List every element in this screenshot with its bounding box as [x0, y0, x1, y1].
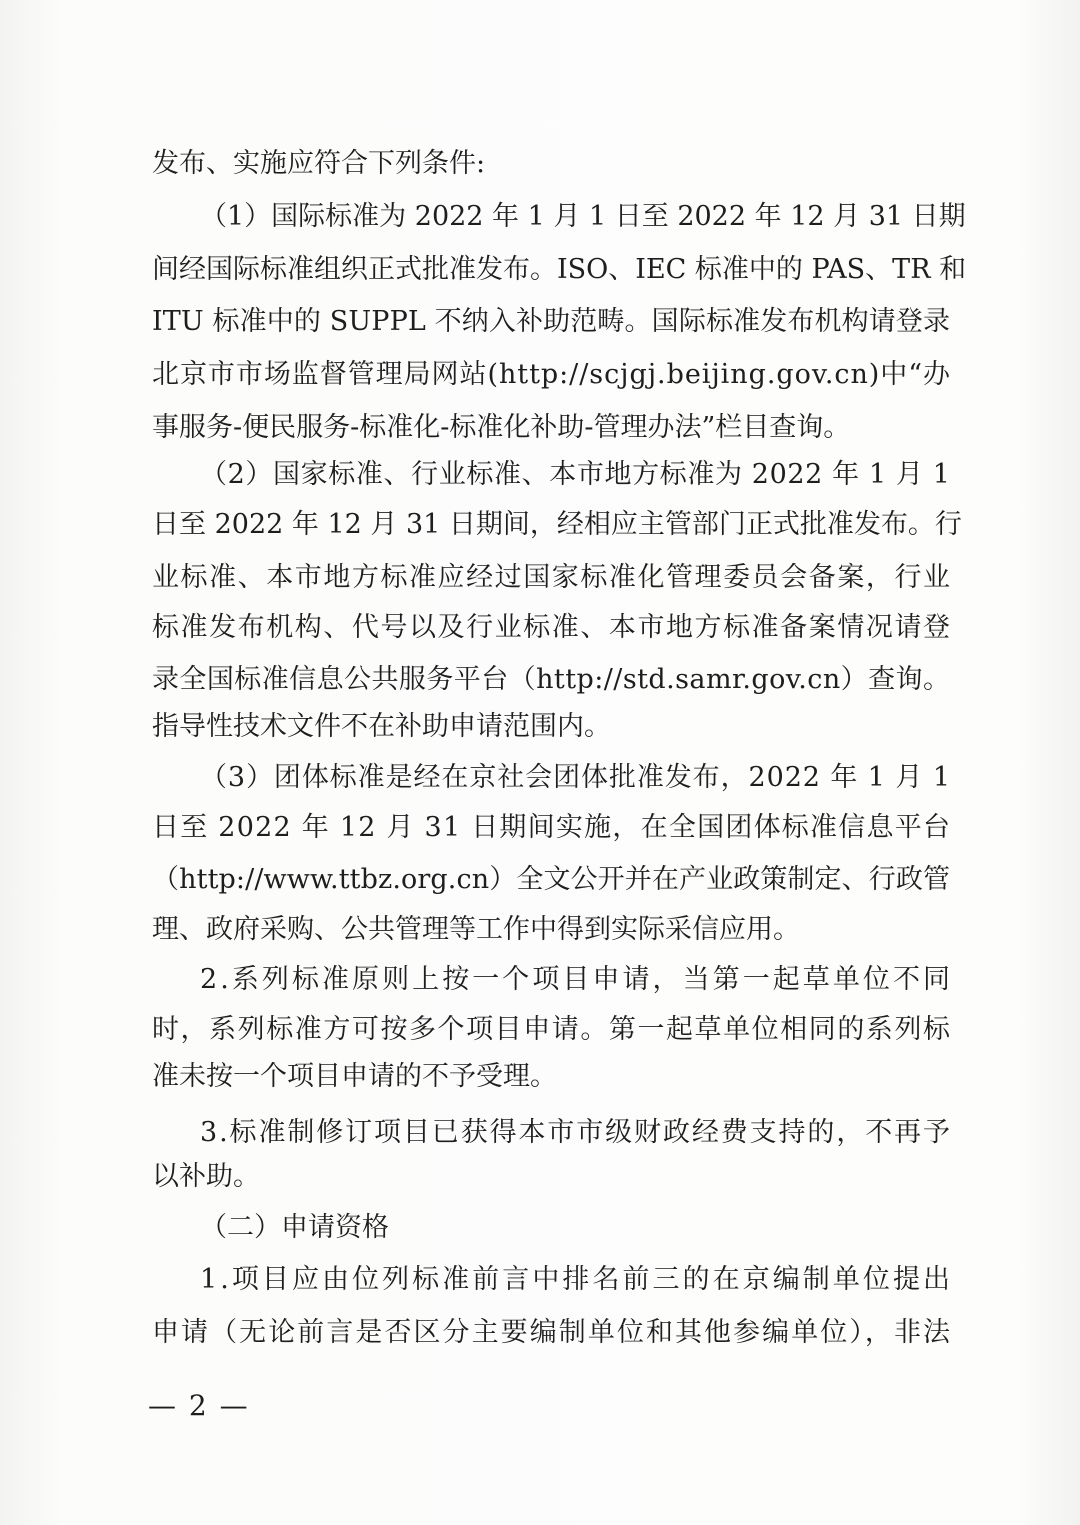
text-line: 理、政府采购、公共管理等工作中得到实际采信应用。: [152, 914, 800, 945]
text-line: 指导性技术文件不在补助申请范围内。: [152, 711, 611, 742]
text-line: 事服务-便民服务-标准化-标准化补助-管理办法”栏目查询。: [152, 412, 851, 443]
text-line: 时，系列标准方可按多个项目申请。第一起草单位相同的系列标: [152, 1014, 952, 1045]
text-line: 准未按一个项目申请的不予受理。: [152, 1061, 557, 1092]
text-line: 2.系列标准原则上按一个项目申请，当第一起草单位不同: [200, 964, 954, 995]
text-line: （2）国家标准、行业标准、本市地方标准为 2022 年 1 月 1: [200, 459, 951, 490]
page-number: — 2 —: [148, 1389, 250, 1422]
text-line: （1）国际标准为 2022 年 1 月 1 日至 2022 年 12 月 31 日期: [200, 201, 966, 232]
text-line: 北京市市场监督管理局网站(http://scjgj.beijing.gov.cn)中“办: [152, 359, 951, 390]
text-line: ITU 标准中的 SUPPL 不纳入补助范畴。国际标准发布机构请登录: [152, 306, 951, 337]
text-line: 间经国际标准组织正式批准发布。ISO、IEC 标准中的 PAS、TR 和: [152, 254, 967, 285]
text-line: （http://www.ttbz.org.cn）全文公开并在产业政策制定、行政管: [152, 864, 951, 895]
text-line: 录全国标准信息公共服务平台（http://std.samr.gov.cn）查询。: [152, 664, 951, 695]
text-line: 发布、实施应符合下列条件:: [152, 148, 486, 179]
text-line: 标准发布机构、代号以及行业标准、本市地方标准备案情况请登: [152, 612, 952, 643]
text-line: 3.标准制修订项目已获得本市市级财政经费支持的，不再予: [200, 1117, 952, 1148]
text-line: 申请（无论前言是否区分主要编制单位和其他参编单位），非法: [152, 1317, 953, 1348]
text-line: 1.项目应由位列标准前言中排名前三的在京编制单位提出: [200, 1264, 954, 1295]
text-line: 以补助。: [152, 1161, 260, 1192]
text-line: 日至 2022 年 12 月 31 日期间，经相应主管部门正式批准发布。行: [152, 509, 962, 540]
section-heading: （二）申请资格: [200, 1212, 389, 1243]
text-line: （3）团体标准是经在京社会团体批准发布，2022 年 1 月 1: [200, 762, 951, 793]
text-line: 日至 2022 年 12 月 31 日期间实施，在全国团体标准信息平台: [152, 812, 952, 843]
text-line: 业标准、本市地方标准应经过国家标准化管理委员会备案，行业: [152, 562, 952, 593]
